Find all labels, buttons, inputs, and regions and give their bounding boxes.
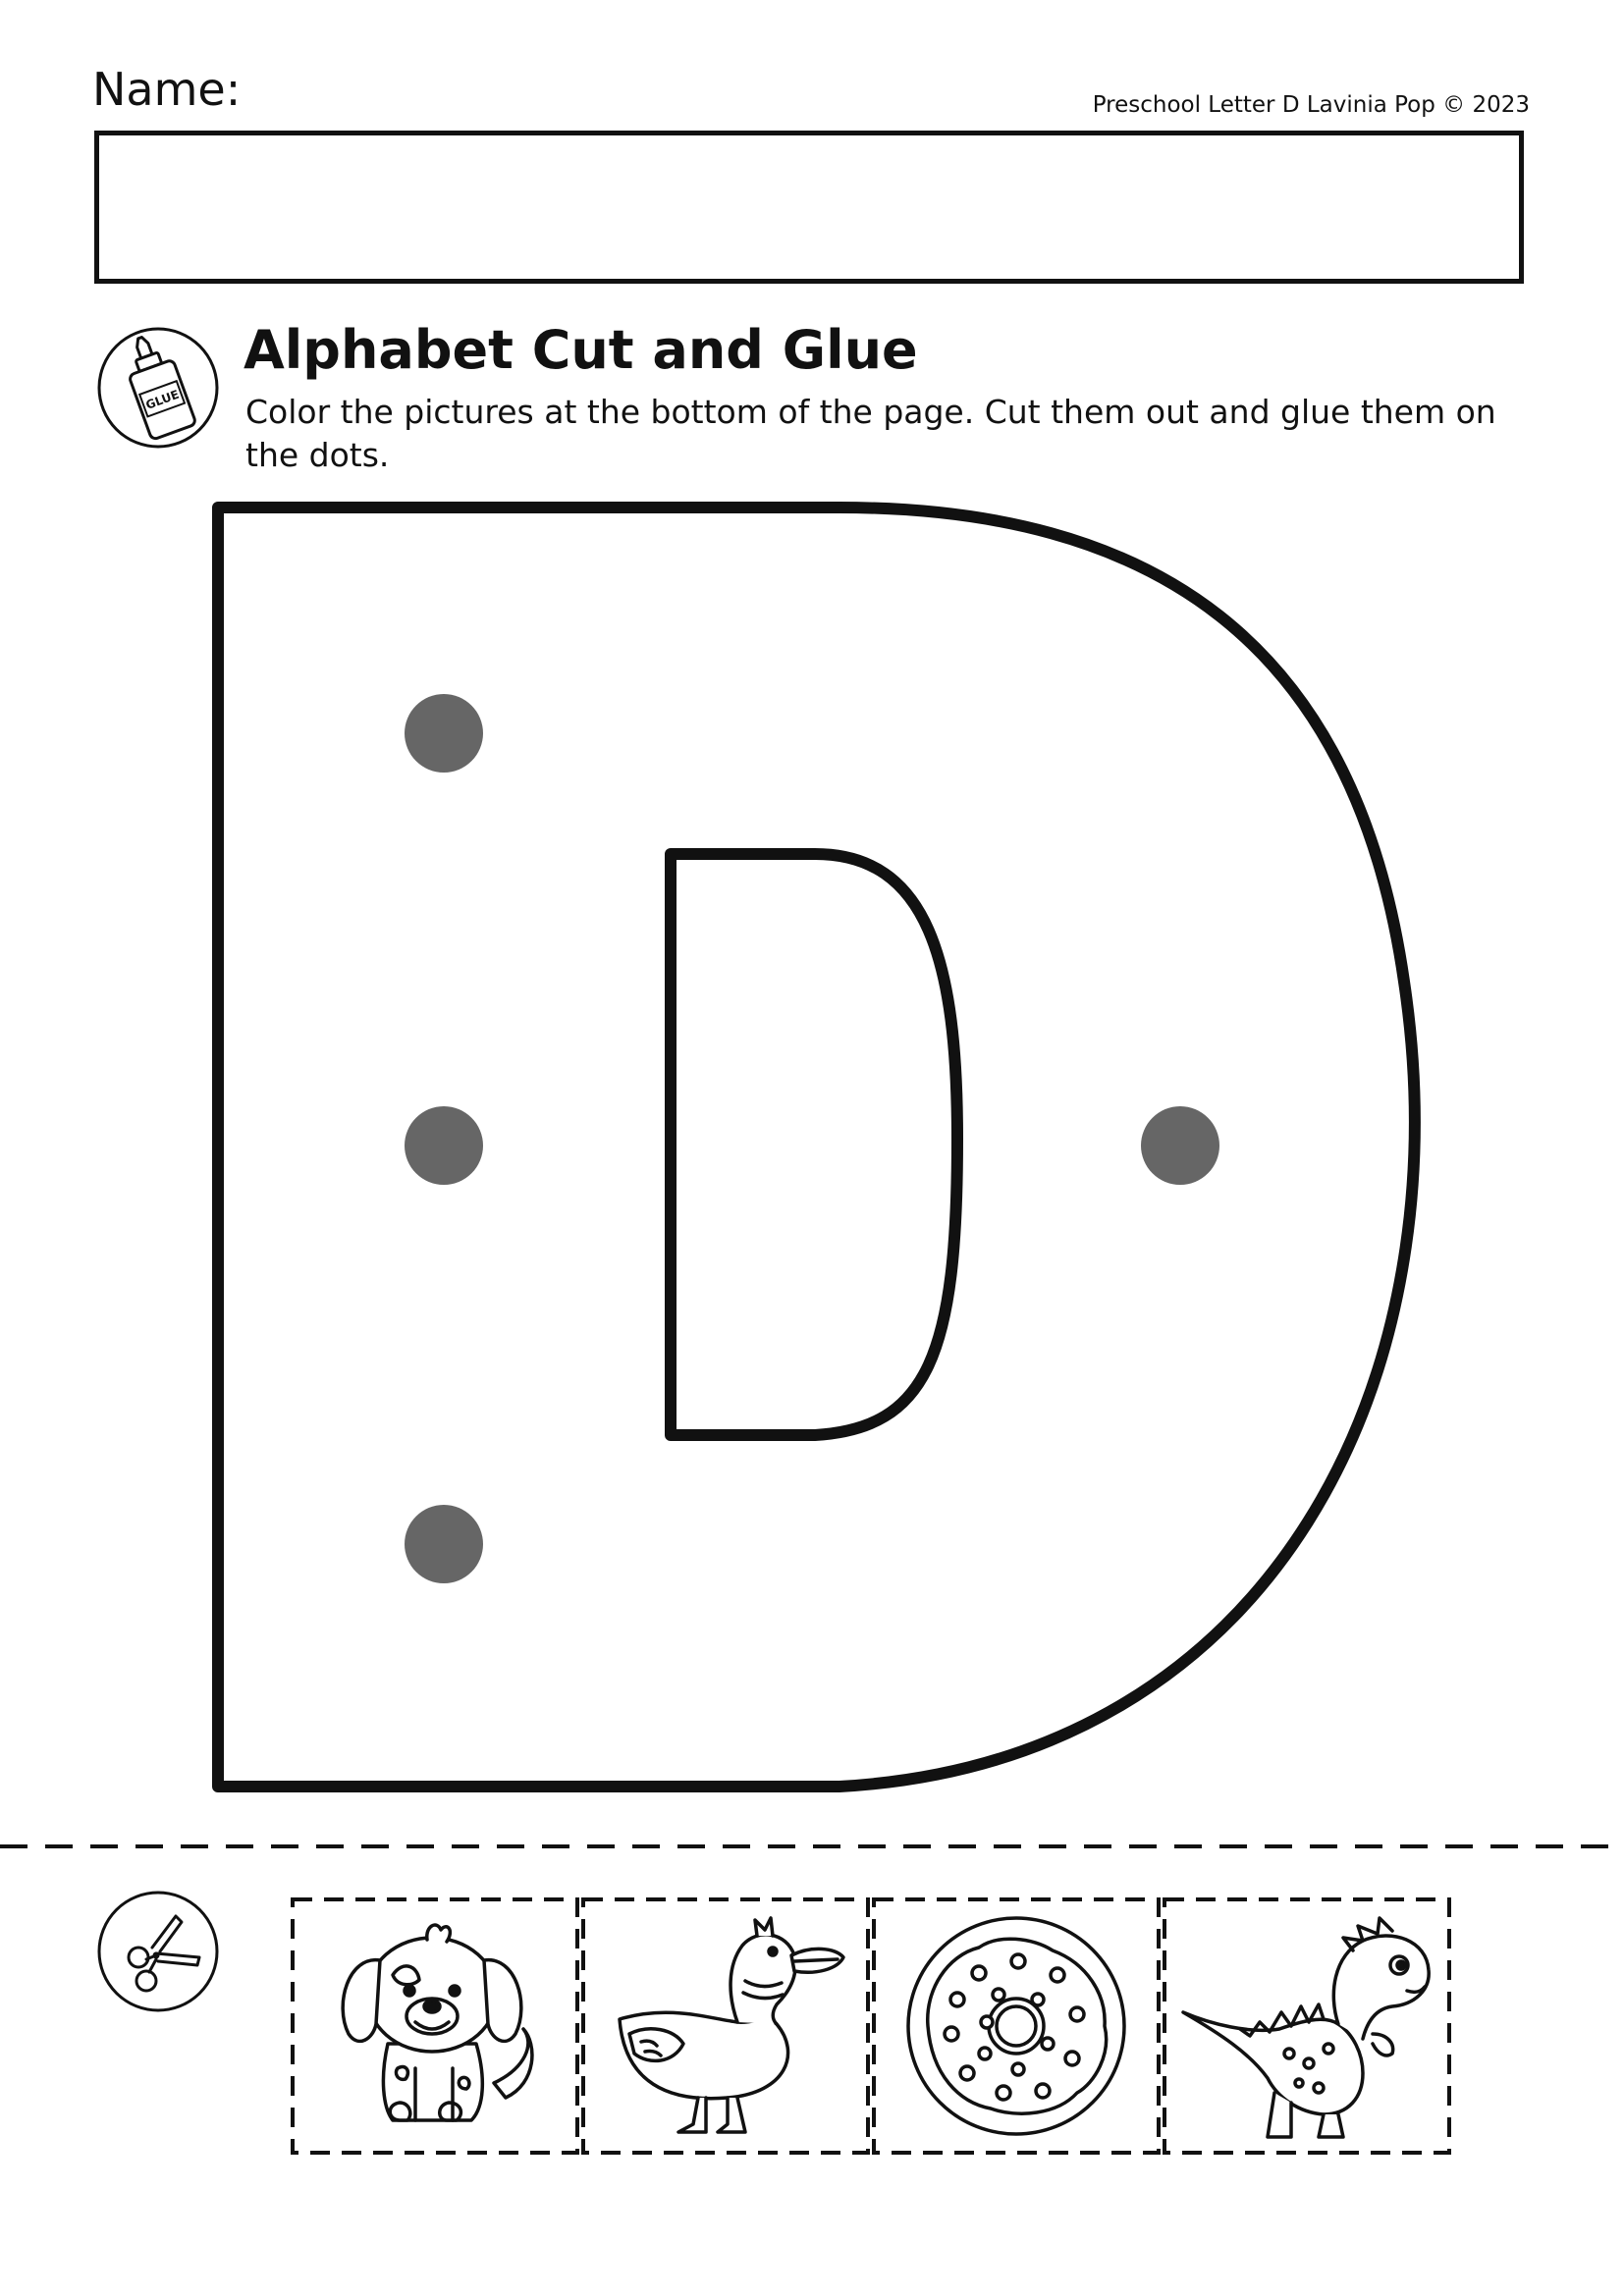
card-dinosaur[interactable] <box>1162 1896 1452 2156</box>
activity-instructions: Color the pictures at the bottom of the page. Cut them out and glue them on the dots. <box>245 393 1496 474</box>
donut-icon <box>908 1918 1124 2134</box>
dog-icon <box>343 1925 532 2120</box>
glue-bottle-label: GLUE <box>143 387 182 412</box>
dinosaur-icon <box>1183 1918 1429 2137</box>
copyright-text: Preschool Letter D Lavinia Pop © 2023 <box>1092 92 1530 118</box>
glue-dot <box>1141 1106 1219 1185</box>
cut-line <box>0 1843 1624 1849</box>
glue-dot <box>405 1106 483 1185</box>
glue-dot <box>405 694 483 773</box>
name-label: Name: <box>92 63 242 116</box>
glue-dot <box>405 1505 483 1583</box>
cut-out-cards <box>290 1896 1451 2156</box>
scissors-icon <box>95 1889 221 2014</box>
card-donut[interactable] <box>871 1896 1162 2156</box>
duck-icon <box>620 1918 843 2132</box>
card-duck[interactable] <box>580 1896 871 2156</box>
card-dog[interactable] <box>290 1896 580 2156</box>
activity-title: Alphabet Cut and Glue <box>244 319 918 381</box>
